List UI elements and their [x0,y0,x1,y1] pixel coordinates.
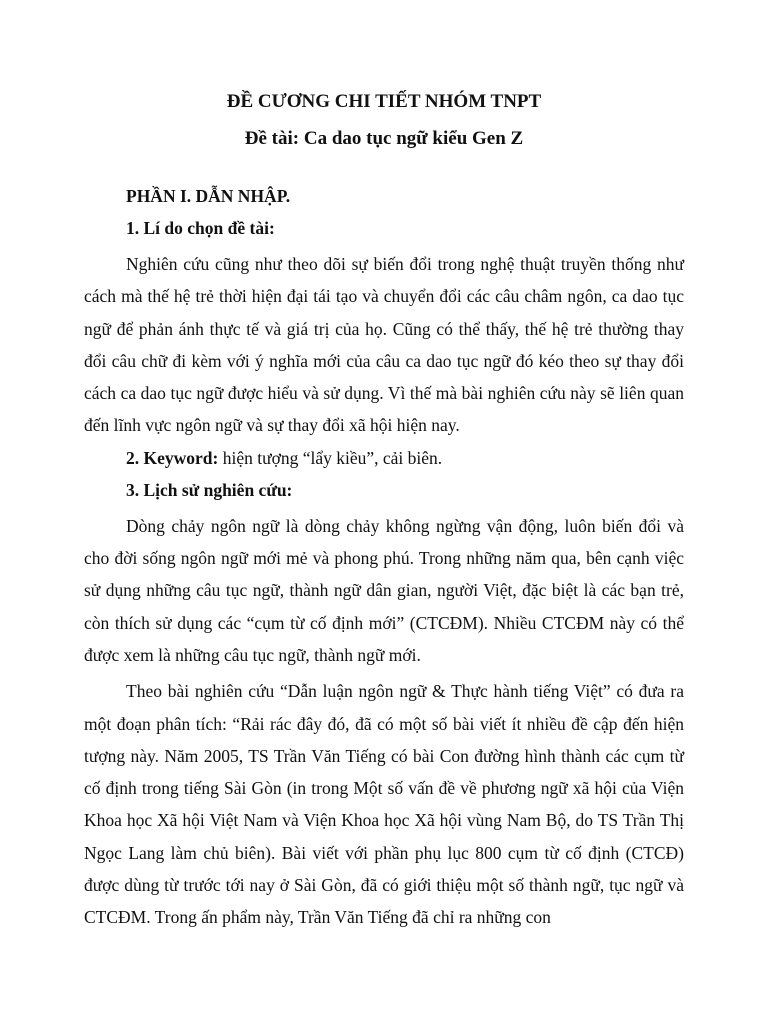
document-title: ĐỀ CƯƠNG CHI TIẾT NHÓM TNPT [226,91,542,112]
keyword-line [84,446,684,470]
paragraph-2: Dòng chảy ngôn ngữ là dòng chảy không ngừng vận động, luôn biến đổi và cho đời sống ngôn ngữ mới mẻ và phong phú. Trong những năm qua, bên cạnh việc sử dụng những câu tục ngữ, thành ngữ dân gian, người Việt, đặc biệt là các bạn trẻ, còn thích sử dụng các “cụm từ cố định mới” (CTCĐM). Nhiều CTCĐM này có thể được xem là những câu tục ngữ, thành ngữ mới. [84,515,684,665]
keyword-label: 2. Keyword: [126,447,219,468]
subsection-3-heading: 3. Lịch sử nghiên cứu: [126,479,293,500]
keyword-text: hiện tượng “lẩy kiều”, cải biên. [218,447,443,468]
paragraph-3: Theo bài nghiên cứu “Dẫn luận ngôn ngữ & Thực hành tiếng Việt” có đưa ra một đoạn phân tích: “Rải rác đây đó, đã có một số bài viết ít nhiều đề cập đến hiện tượng này. Năm 2005, TS Trần Văn Tiếng có bài Con đường hình thành các cụm từ cố định trong tiếng Sài Gòn (in trong Một số vấn đề về phương ngữ xã hội của Viện Khoa học Xã hội Việt Nam và Viện Khoa học Xã hội vùng Nam Bộ, do TS Trần Thị Ngọc Lang làm chủ biên). Bài viết với phần phụ lục 800 cụm từ cố định (CTCĐ) được dùng từ trước tới nay ở Sài Gòn, đã có giới thiệu một số thành ngữ, tục ngữ và CTCĐM. Trong ấn phẩm này, Trần Văn Tiếng đã chỉ ra những con [84,681,684,928]
paragraph-1: Nghiên cứu cũng như theo dõi sự biến đổi trong nghệ thuật truyền thống như cách mà thế hệ trẻ thời hiện đại tái tạo và chuyển đổi các câu châm ngôn, ca dao tục ngữ để phản ánh thực tế và giá trị của họ. Cũng có thể thấy, thế hệ trẻ thường thay đổi câu chữ đi kèm với ý nghĩa mới của câu ca dao tục ngữ đó kéo theo sự thay đổi cách ca dao tục ngữ được hiểu và sử dụng. Vì thế mà bài nghiên cứu này sẽ liên quan đến lĩnh vực ngôn ngữ và sự thay đổi xã hội hiện nay. [84,254,684,436]
subsection-1-heading: 1. Lí do chọn đề tài: [126,218,275,238]
section-heading: PHẦN I. DẪN NHẬP. [126,186,291,206]
document-subtitle: Đề tài: Ca dao tục ngữ kiểu Gen Z [244,128,524,149]
